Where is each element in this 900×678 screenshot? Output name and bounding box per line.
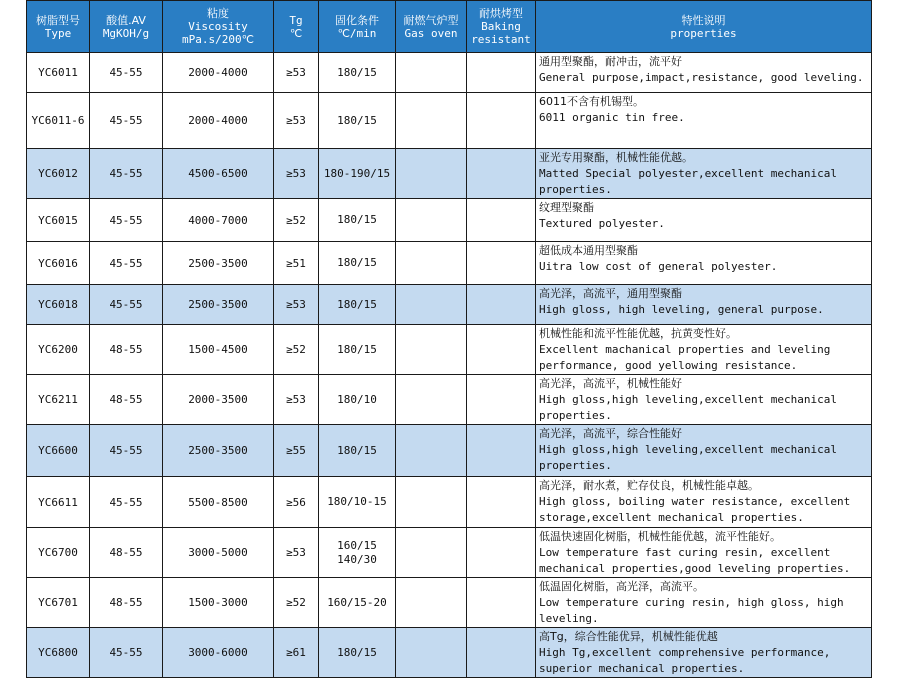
cell-type: YC6800 (27, 628, 90, 678)
cell-acid-value: 45-55 (90, 53, 163, 93)
cell-baking (467, 425, 536, 477)
cell-properties (536, 375, 872, 425)
cell-acid-value: 45-55 (90, 149, 163, 199)
property-en: Uitra low cost of general polyester. (539, 260, 778, 273)
cell-acid-value: 45-55 (90, 425, 163, 477)
property-zh: 亚光专用聚酯，机械性能优越。 (539, 151, 693, 164)
cell-baking (467, 285, 536, 325)
table-row (27, 628, 872, 678)
cell-baking (467, 578, 536, 628)
property-zh: 高光泽，高流平，通用型聚酯 (539, 287, 682, 300)
cell-curing (319, 53, 396, 93)
cell-gas-oven (396, 477, 467, 528)
property-zh: 低温快速固化树脂，机械性能优越，流平性能好。 (539, 530, 781, 543)
cell-properties (536, 149, 872, 199)
cell-acid-value: 45-55 (90, 477, 163, 528)
curing-value: 180/15 (337, 443, 377, 457)
cell-properties (536, 425, 872, 477)
cell-tg: ≥53 (274, 375, 319, 425)
cell-tg: ≥52 (274, 578, 319, 628)
cell-gas-oven (396, 242, 467, 285)
curing-value: 180-190/15 (323, 166, 391, 180)
curing-value: 180/10-15 (327, 495, 387, 508)
cell-type: YC6015 (27, 199, 90, 242)
cell-gas-oven (396, 375, 467, 425)
cell-gas-oven (396, 425, 467, 477)
property-zh: 高Tg，综合性能优异，机械性能优越 (539, 630, 718, 643)
header-tg: Tg ℃ (274, 1, 319, 53)
resin-spec-table (26, 0, 872, 678)
cell-baking (467, 199, 536, 242)
table-row (27, 477, 872, 528)
cell-acid-value: 48-55 (90, 325, 163, 375)
cell-viscosity: 2500-3500 (163, 285, 274, 325)
cell-curing (319, 477, 396, 528)
cell-curing (319, 149, 396, 199)
cell-viscosity: 1500-3000 (163, 578, 274, 628)
cell-acid-value: 45-55 (90, 628, 163, 678)
property-zh: 低温固化树脂，高光泽，高流平。 (539, 580, 704, 593)
cell-properties (536, 93, 872, 149)
cell-acid-value: 45-55 (90, 285, 163, 325)
property-zh: 高光泽，高流平，综合性能好 (539, 427, 682, 440)
cell-viscosity: 1500-4500 (163, 325, 274, 375)
property-en: Low temperature curing resin, high gloss, high leveling. (539, 596, 844, 625)
property-en: Textured polyester. (539, 217, 665, 230)
cell-curing (319, 285, 396, 325)
cell-tg: ≥56 (274, 477, 319, 528)
cell-tg: ≥52 (274, 199, 319, 242)
cell-tg: ≥53 (274, 149, 319, 199)
cell-properties (536, 528, 872, 578)
table-row (27, 199, 872, 242)
table-row (27, 578, 872, 628)
cell-acid-value: 45-55 (90, 199, 163, 242)
cell-acid-value: 48-55 (90, 375, 163, 425)
table-row (27, 242, 872, 285)
cell-curing (319, 578, 396, 628)
curing-value: 180/15 (337, 113, 377, 127)
cell-gas-oven (396, 528, 467, 578)
property-en: High gloss, boiling water resistance, excellent storage,excellent mechanical properties. (539, 495, 851, 524)
cell-tg: ≥53 (274, 285, 319, 325)
cell-tg: ≥55 (274, 425, 319, 477)
property-en: Low temperature fast curing resin, excellent mechanical properties,good leveling properties. (539, 546, 851, 575)
cell-viscosity: 4000-7000 (163, 199, 274, 242)
curing-value: 180/15 (337, 65, 377, 79)
table-row (27, 528, 872, 578)
property-en: High gloss,high leveling,excellent mechanical properties. (539, 393, 838, 422)
cell-curing (319, 528, 396, 578)
cell-type: YC6011 (27, 53, 90, 93)
curing-value: 180/15 (337, 256, 377, 269)
property-en: General purpose,impact,resistance, good leveling. (539, 71, 864, 84)
cell-curing (319, 199, 396, 242)
cell-type: YC6016 (27, 242, 90, 285)
property-en: Matted Special polyester,excellent mechanical properties. (539, 167, 838, 196)
header-baking: 耐烘烤型 Baking resistant (467, 1, 536, 53)
cell-viscosity: 2000-4000 (163, 53, 274, 93)
property-en: Excellent machanical properties and leveling performance, good yellowing resistance. (539, 343, 831, 372)
cell-type: YC6611 (27, 477, 90, 528)
table-row (27, 53, 872, 93)
cell-properties (536, 578, 872, 628)
cell-acid-value: 45-55 (90, 242, 163, 285)
curing-value: 160/15-20 (327, 595, 387, 609)
cell-curing (319, 375, 396, 425)
property-zh: 高光泽，耐水煮，贮存仗良，机械性能卓越。 (539, 479, 759, 492)
cell-baking (467, 477, 536, 528)
cell-type: YC6600 (27, 425, 90, 477)
cell-baking (467, 242, 536, 285)
header-type: 树脂型号 Type (27, 1, 90, 53)
cell-viscosity: 2500-3500 (163, 242, 274, 285)
cell-curing (319, 425, 396, 477)
header-curing: 固化条件 ℃/min (319, 1, 396, 53)
cell-viscosity: 4500-6500 (163, 149, 274, 199)
cell-tg: ≥52 (274, 325, 319, 375)
table-row (27, 425, 872, 477)
cell-curing (319, 628, 396, 678)
curing-value: 180/15 (337, 297, 377, 311)
cell-tg: ≥53 (274, 53, 319, 93)
property-en: 6011 organic tin free. (539, 111, 685, 124)
curing-value: 160/15 (337, 538, 377, 552)
header-row (27, 1, 872, 53)
cell-gas-oven (396, 578, 467, 628)
property-zh: 纹理型聚酯 (539, 201, 594, 214)
cell-acid-value: 45-55 (90, 93, 163, 149)
cell-tg: ≥61 (274, 628, 319, 678)
header-acid-value: 酸值.AV MgKOH/g (90, 1, 163, 53)
property-en: High gloss, high leveling, general purpose. (539, 303, 824, 316)
cell-type: YC6701 (27, 578, 90, 628)
cell-viscosity: 2000-4000 (163, 93, 274, 149)
cell-viscosity: 3000-5000 (163, 528, 274, 578)
header-viscosity: 粘度 Viscosity mPa.s/200℃ (163, 1, 274, 53)
table-row (27, 375, 872, 425)
property-zh: 超低成本通用型聚酯 (539, 244, 638, 257)
cell-type: YC6011-6 (27, 93, 90, 149)
cell-type: YC6012 (27, 149, 90, 199)
table-row (27, 149, 872, 199)
cell-viscosity: 2000-3500 (163, 375, 274, 425)
cell-curing (319, 242, 396, 285)
curing-value: 180/15 (337, 213, 377, 226)
property-zh: 机械性能和流平性能优越，抗黄变性好。 (539, 327, 737, 340)
cell-tg: ≥53 (274, 93, 319, 149)
cell-type: YC6200 (27, 325, 90, 375)
property-zh: 高光泽，高流平，机械性能好 (539, 377, 682, 390)
cell-tg: ≥53 (274, 528, 319, 578)
cell-baking (467, 53, 536, 93)
cell-gas-oven (396, 53, 467, 93)
table-row (27, 93, 872, 149)
header-properties: 特性说明 properties (536, 1, 872, 53)
table-row (27, 325, 872, 375)
cell-gas-oven (396, 285, 467, 325)
property-en: High gloss,high leveling,excellent mechanical properties. (539, 443, 838, 472)
curing-value: 180/10 (337, 392, 377, 406)
cell-viscosity: 5500-8500 (163, 477, 274, 528)
cell-curing (319, 325, 396, 375)
property-en: High Tg,excellent comprehensive performance, superior mechanical properties. (539, 646, 831, 675)
cell-baking (467, 375, 536, 425)
cell-gas-oven (396, 628, 467, 678)
cell-tg: ≥51 (274, 242, 319, 285)
cell-baking (467, 93, 536, 149)
cell-baking (467, 325, 536, 375)
cell-baking (467, 149, 536, 199)
cell-acid-value: 48-55 (90, 528, 163, 578)
header-gas-oven: 耐燃气炉型 Gas oven (396, 1, 467, 53)
cell-viscosity: 2500-3500 (163, 425, 274, 477)
cell-acid-value: 48-55 (90, 578, 163, 628)
cell-gas-oven (396, 325, 467, 375)
cell-properties (536, 242, 872, 285)
cell-viscosity: 3000-6000 (163, 628, 274, 678)
curing-value: 180/15 (337, 645, 377, 659)
cell-baking (467, 528, 536, 578)
cell-gas-oven (396, 93, 467, 149)
cell-type: YC6211 (27, 375, 90, 425)
cell-properties (536, 199, 872, 242)
cell-type: YC6018 (27, 285, 90, 325)
cell-type: YC6700 (27, 528, 90, 578)
cell-baking (467, 628, 536, 678)
table-row (27, 285, 872, 325)
cell-curing (319, 93, 396, 149)
cell-properties (536, 477, 872, 528)
curing-value: 140/30 (337, 552, 377, 566)
curing-value: 180/15 (337, 342, 377, 356)
cell-gas-oven (396, 149, 467, 199)
cell-properties (536, 53, 872, 93)
cell-gas-oven (396, 199, 467, 242)
cell-properties (536, 285, 872, 325)
property-zh: 通用型聚酯，耐冲击，流平好 (539, 55, 682, 68)
property-zh: 6011不含有机锡型。 (539, 95, 644, 108)
cell-properties (536, 628, 872, 678)
cell-properties (536, 325, 872, 375)
